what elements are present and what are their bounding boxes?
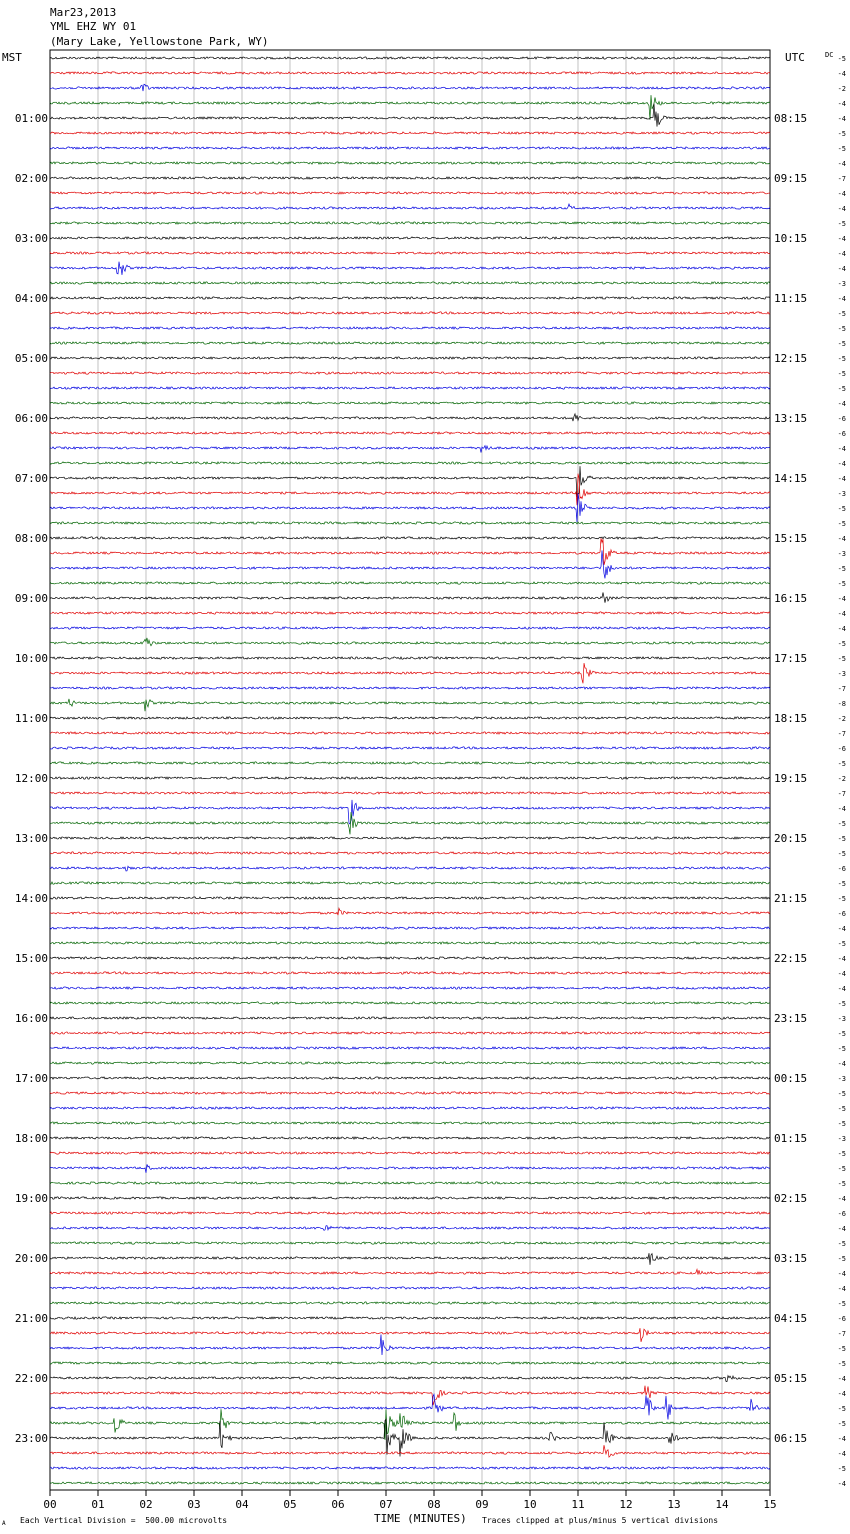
seismic-trace <box>50 1445 770 1457</box>
dc-offset-label: -4 <box>837 1285 846 1293</box>
seismic-trace <box>50 927 770 929</box>
dc-offset-label: -6 <box>837 745 846 753</box>
dc-offset-label: -4 <box>837 445 846 453</box>
seismic-trace <box>50 342 770 344</box>
seismic-trace <box>50 222 770 224</box>
seismic-trace <box>50 1152 770 1154</box>
seismic-trace <box>50 957 770 959</box>
seismic-trace <box>50 177 770 179</box>
dc-offset-label: -4 <box>837 805 846 813</box>
dc-offset-label: -5 <box>837 1255 846 1263</box>
seismic-trace <box>50 84 770 91</box>
dc-offset-label: -3 <box>837 1135 846 1143</box>
dc-offset-label: -5 <box>837 325 846 333</box>
seismic-trace <box>50 237 770 239</box>
seismic-trace <box>50 297 770 299</box>
dc-offset-label: -4 <box>837 1435 846 1443</box>
dc-offset-label: -5 <box>837 835 846 843</box>
seismic-trace <box>50 1017 770 1019</box>
dc-offset-label: -7 <box>837 790 846 798</box>
seismic-trace <box>50 1002 770 1004</box>
seismic-trace <box>50 747 770 749</box>
dc-offset-label: -4 <box>837 70 846 78</box>
utc-hour-label: 06:15 <box>774 1432 808 1445</box>
seismic-trace <box>50 663 770 683</box>
dc-offset-label: -4 <box>837 460 846 468</box>
dc-offset-label: -4 <box>837 160 846 168</box>
right-timezone-label: UTC <box>785 51 805 64</box>
seismic-trace <box>50 1137 770 1139</box>
mst-hour-label: 02:00 <box>14 172 48 185</box>
dc-offset-label: -4 <box>837 1450 846 1458</box>
seismic-trace <box>50 1047 770 1049</box>
dc-offset-label: -5 <box>837 880 846 888</box>
station-location: (Mary Lake, Yellowstone Park, WY) <box>50 35 269 48</box>
seismic-trace <box>50 657 770 659</box>
x-tick-label: 08 <box>427 1498 441 1511</box>
dc-offset-label: -5 <box>837 565 846 573</box>
dc-offset-label: -2 <box>837 85 846 93</box>
dc-offset-label: -5 <box>837 220 846 228</box>
seismic-trace <box>50 192 770 194</box>
dc-offset-label: -5 <box>837 130 846 138</box>
mst-hour-label: 12:00 <box>14 772 48 785</box>
mst-hour-label: 13:00 <box>14 832 48 845</box>
seismic-trace <box>50 162 770 164</box>
utc-hour-label: 15:15 <box>774 532 808 545</box>
dc-offset-label: -4 <box>837 610 846 618</box>
dc-offset-label: -5 <box>837 1345 846 1353</box>
x-tick-label: 11 <box>571 1498 585 1511</box>
dc-offset-label: -5 <box>837 1045 846 1053</box>
dc-offset-label: -4 <box>837 1195 846 1203</box>
seismic-trace <box>50 72 770 74</box>
utc-hour-label: 14:15 <box>774 472 808 485</box>
utc-hour-label: 08:15 <box>774 112 808 125</box>
utc-hour-label: 13:15 <box>774 412 808 425</box>
mst-hour-label: 16:00 <box>14 1012 48 1025</box>
dc-offset-label: -4 <box>837 400 846 408</box>
seismic-trace <box>50 402 770 404</box>
seismic-trace <box>50 372 770 374</box>
seismic-trace <box>50 1419 770 1456</box>
x-axis-ticks <box>43 1490 776 1511</box>
seismic-trace <box>50 262 770 275</box>
seismic-trace <box>50 466 770 496</box>
dc-offset-label: -5 <box>837 580 846 588</box>
dc-offset-label: -4 <box>837 970 846 978</box>
seismic-trace <box>50 1122 770 1124</box>
utc-hour-label: 00:15 <box>774 1072 808 1085</box>
dc-offset-label: -5 <box>837 1420 846 1428</box>
seismic-trace <box>50 732 770 734</box>
dc-offset-label: -5 <box>837 505 846 513</box>
dc-offset-label: -5 <box>837 1150 846 1158</box>
dc-offset-label: -2 <box>837 715 846 723</box>
dc-offset-label: -3 <box>837 670 846 678</box>
seismic-trace <box>50 800 770 824</box>
seismic-trace <box>50 1182 770 1184</box>
dc-offset-label: -6 <box>837 430 846 438</box>
seismic-trace <box>50 612 770 614</box>
seismic-trace <box>50 537 770 539</box>
left-timezone-label: MST <box>2 51 22 64</box>
seismic-trace <box>50 699 770 711</box>
dc-offset-label: -4 <box>837 205 846 213</box>
x-tick-label: 04 <box>235 1498 249 1511</box>
x-tick-label: 13 <box>667 1498 681 1511</box>
mst-hour-label: 14:00 <box>14 892 48 905</box>
record-date: Mar23,2013 <box>50 6 117 19</box>
seismic-traces <box>50 57 770 1484</box>
x-tick-label: 09 <box>475 1498 489 1511</box>
seismic-trace <box>50 1467 770 1469</box>
dc-offset-label: -5 <box>837 1000 846 1008</box>
seismic-trace <box>50 897 770 899</box>
seismic-trace <box>50 852 770 854</box>
utc-hour-label: 18:15 <box>774 712 808 725</box>
mst-hour-label: 06:00 <box>14 412 48 425</box>
seismic-trace <box>50 812 770 834</box>
dc-offset-label: -4 <box>837 925 846 933</box>
seismic-trace <box>50 147 770 149</box>
dc-offset-label: -3 <box>837 1015 846 1023</box>
utc-hour-label: 16:15 <box>774 592 808 605</box>
dc-offset-label: -4 <box>837 475 846 483</box>
seismic-trace <box>50 1062 770 1064</box>
seismic-trace <box>50 357 770 359</box>
dc-offset-label: -5 <box>837 385 846 393</box>
seismic-trace <box>50 414 770 421</box>
dc-offset-label: -5 <box>837 940 846 948</box>
dc-offset-label: -5 <box>837 1090 846 1098</box>
seismic-trace <box>50 762 770 764</box>
seismic-trace <box>50 446 770 453</box>
seismic-trace <box>50 1482 770 1484</box>
utc-hour-label: 11:15 <box>774 292 808 305</box>
utc-hour-label: 03:15 <box>774 1252 808 1265</box>
dc-offset-label: -5 <box>837 820 846 828</box>
dc-offset-label: -4 <box>837 100 846 108</box>
dc-offset-label: -5 <box>837 1105 846 1113</box>
x-tick-label: 15 <box>763 1498 777 1511</box>
x-tick-label: 03 <box>187 1498 201 1511</box>
dc-offset-label: -5 <box>837 145 846 153</box>
seismic-trace <box>50 387 770 389</box>
seismic-trace <box>50 1032 770 1034</box>
seismic-trace <box>50 792 770 794</box>
dc-offset-label: -4 <box>837 295 846 303</box>
dc-offset-label: -4 <box>837 115 846 123</box>
dc-offset-label: -4 <box>837 1060 846 1068</box>
dc-offset-label: -6 <box>837 415 846 423</box>
mst-hour-labels <box>15 112 48 1445</box>
seismic-trace <box>50 638 770 646</box>
dc-offset-label: -5 <box>837 1120 846 1128</box>
mst-hour-label: 07:00 <box>14 472 48 485</box>
dc-offset-label: -3 <box>837 280 846 288</box>
utc-hour-label: 05:15 <box>774 1372 808 1385</box>
mst-hour-label: 04:00 <box>14 292 48 305</box>
mst-hour-label: 09:00 <box>14 592 48 605</box>
seismic-trace <box>50 1242 770 1244</box>
dc-offset-label: -4 <box>837 535 846 543</box>
seismic-trace <box>50 837 770 839</box>
dc-offset-label: -5 <box>837 895 846 903</box>
dc-offset-label: -4 <box>837 985 846 993</box>
seismic-trace <box>50 1376 770 1382</box>
x-tick-label: 00 <box>43 1498 57 1511</box>
mst-hour-label: 08:00 <box>14 532 48 545</box>
dc-offset-label: -5 <box>837 1180 846 1188</box>
seismic-trace <box>50 1362 770 1364</box>
seismic-trace <box>50 1253 770 1265</box>
seismic-trace <box>50 538 770 565</box>
dc-offset-label: -3 <box>837 550 846 558</box>
dc-offset-label: -4 <box>837 1480 846 1488</box>
seismic-trace <box>50 1164 770 1172</box>
dc-offset-label: -4 <box>837 190 846 198</box>
x-tick-label: 07 <box>379 1498 393 1511</box>
seismic-trace <box>50 1212 770 1214</box>
scale-note: Each Vertical Division = 500.00 microvolts <box>20 1516 228 1525</box>
dc-offset-label: -4 <box>837 265 846 273</box>
seismic-trace <box>50 908 770 915</box>
mst-hour-label: 19:00 <box>14 1192 48 1205</box>
dc-offset-label: -6 <box>837 865 846 873</box>
utc-hour-label: 21:15 <box>774 892 808 905</box>
seismic-trace <box>50 777 770 779</box>
dc-offset-label: -5 <box>837 370 846 378</box>
mst-hour-label: 03:00 <box>14 232 48 245</box>
dc-offset-label: -4 <box>837 1375 846 1383</box>
mst-hour-label: 21:00 <box>14 1312 48 1325</box>
seismic-trace <box>50 1386 770 1405</box>
utc-hour-label: 04:15 <box>774 1312 808 1325</box>
seismic-trace <box>50 282 770 284</box>
x-tick-label: 02 <box>139 1498 153 1511</box>
dc-offset-label: -4 <box>837 1270 846 1278</box>
seismic-trace <box>50 132 770 134</box>
mst-hour-label: 23:00 <box>14 1432 48 1445</box>
dc-offset-label: -5 <box>837 1240 846 1248</box>
dc-offset-label: -4 <box>837 955 846 963</box>
seismic-trace <box>50 1226 770 1231</box>
utc-hour-label: 20:15 <box>774 832 808 845</box>
station-code: YML EHZ WY 01 <box>50 20 137 33</box>
x-tick-label: 06 <box>331 1498 345 1511</box>
seismic-trace <box>50 627 770 629</box>
seismic-trace <box>50 717 770 719</box>
dc-offset-label: -6 <box>837 1210 846 1218</box>
mst-hour-label: 20:00 <box>14 1252 48 1265</box>
seismic-trace <box>50 1077 770 1079</box>
seismic-trace <box>50 1287 770 1289</box>
utc-hour-label: 12:15 <box>774 352 808 365</box>
dc-offset-label: -4 <box>837 595 846 603</box>
dc-offset-label: -5 <box>837 55 846 63</box>
mst-hour-label: 10:00 <box>14 652 48 665</box>
dc-offset-label: -5 <box>837 310 846 318</box>
dc-offset-label: -4 <box>837 235 846 243</box>
seismic-trace <box>50 882 770 884</box>
dc-offset-label: -4 <box>837 1225 846 1233</box>
seismic-trace <box>50 462 770 464</box>
dc-offset-label: -7 <box>837 730 846 738</box>
seismic-trace <box>50 432 770 434</box>
dc-offset-label: -5 <box>837 760 846 768</box>
seismic-trace <box>50 1394 770 1419</box>
utc-hour-label: 22:15 <box>774 952 808 965</box>
utc-hour-label: 01:15 <box>774 1132 808 1145</box>
utc-hour-label: 02:15 <box>774 1192 808 1205</box>
x-tick-label: 05 <box>283 1498 297 1511</box>
mst-hour-label: 22:00 <box>14 1372 48 1385</box>
seismic-trace <box>50 1092 770 1094</box>
seismic-trace <box>50 972 770 974</box>
dc-offset-label: -7 <box>837 175 846 183</box>
dc-offset-label: -5 <box>837 1360 846 1368</box>
seismic-trace <box>50 987 770 989</box>
dc-offset-label: -5 <box>837 1405 846 1413</box>
seismic-trace <box>50 252 770 254</box>
dc-offset-label: -3 <box>837 490 846 498</box>
dc-offset-label: -6 <box>837 1315 846 1323</box>
dc-offset-label: -5 <box>837 1300 846 1308</box>
seismic-trace <box>50 1269 770 1274</box>
dc-label: DC <box>825 51 834 59</box>
seismic-trace <box>50 1328 770 1342</box>
seismic-trace <box>50 327 770 329</box>
dc-offset-label: -6 <box>837 910 846 918</box>
seismic-trace <box>50 104 770 127</box>
seismic-trace <box>50 204 770 209</box>
seismic-trace <box>50 1335 770 1356</box>
seismic-trace <box>50 866 770 871</box>
dc-offset-label: -2 <box>837 775 846 783</box>
seismic-trace <box>50 1302 770 1304</box>
seismic-trace <box>50 493 770 522</box>
mst-hour-label: 01:00 <box>14 112 48 125</box>
dc-offset-label: -4 <box>837 1390 846 1398</box>
utc-hour-labels <box>774 112 807 1445</box>
seismic-trace <box>50 687 770 689</box>
x-tick-label: 10 <box>523 1498 537 1511</box>
seismic-trace <box>50 1317 770 1319</box>
seismic-trace <box>50 522 770 524</box>
x-tick-label: 14 <box>715 1498 729 1511</box>
dc-offset-label: -3 <box>837 1075 846 1083</box>
utc-hour-label: 19:15 <box>774 772 808 785</box>
dc-offset-labels <box>838 55 846 1488</box>
mst-hour-label: 15:00 <box>14 952 48 965</box>
dc-offset-label: -7 <box>837 685 846 693</box>
seismic-trace <box>50 592 770 602</box>
mst-hour-label: 11:00 <box>14 712 48 725</box>
utc-hour-label: 09:15 <box>774 172 808 185</box>
dc-offset-label: -5 <box>837 520 846 528</box>
seismic-trace <box>50 942 770 944</box>
clip-note: Traces clipped at plus/minus 5 vertical divisions <box>482 1516 719 1525</box>
dc-offset-label: -4 <box>837 250 846 258</box>
dc-offset-label: -5 <box>837 640 846 648</box>
seismic-trace <box>50 1107 770 1109</box>
dc-offset-label: -5 <box>837 1030 846 1038</box>
mst-hour-label: 17:00 <box>14 1072 48 1085</box>
dc-offset-label: -5 <box>837 655 846 663</box>
dc-offset-label: -5 <box>837 1465 846 1473</box>
mst-hour-label: 18:00 <box>14 1132 48 1145</box>
seismic-trace <box>50 57 770 59</box>
dc-offset-label: -5 <box>837 1165 846 1173</box>
dc-offset-label: -5 <box>837 355 846 363</box>
corner-mark: A <box>2 1520 6 1527</box>
dc-offset-label: -5 <box>837 850 846 858</box>
dc-offset-label: -8 <box>837 700 846 708</box>
dc-offset-label: -5 <box>837 340 846 348</box>
utc-hour-label: 10:15 <box>774 232 808 245</box>
utc-hour-label: 23:15 <box>774 1012 808 1025</box>
dc-offset-label: -7 <box>837 1330 846 1338</box>
seismic-trace <box>50 582 770 584</box>
utc-hour-label: 17:15 <box>774 652 808 665</box>
x-axis-title: TIME (MINUTES) <box>374 1512 467 1525</box>
x-tick-label: 01 <box>91 1498 105 1511</box>
x-tick-label: 12 <box>619 1498 633 1511</box>
mst-hour-label: 05:00 <box>14 352 48 365</box>
seismic-trace <box>50 312 770 314</box>
dc-offset-label: -4 <box>837 625 846 633</box>
seismic-trace <box>50 1197 770 1199</box>
seismic-trace <box>50 95 770 120</box>
